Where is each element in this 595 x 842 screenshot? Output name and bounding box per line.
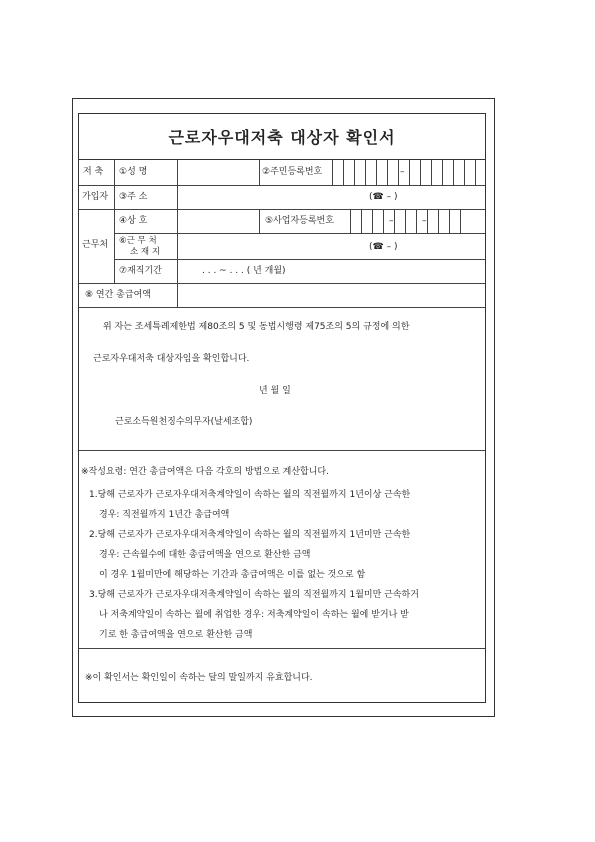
instruction-line: 3.당해 근로자가 근로자우대저축계약일이 속하는 월의 직전월까지 1월미만 근속하거: [89, 590, 419, 600]
name-label: ①성 명: [119, 167, 148, 177]
digit-box: [361, 209, 362, 233]
digit-box: [427, 209, 428, 233]
section-divider: [79, 648, 485, 649]
digit-box: [409, 160, 410, 185]
digit-box: [383, 209, 384, 233]
saver-label: 가입자: [82, 192, 109, 202]
digit-box: [442, 160, 443, 185]
total-salary-label: ⑧ 연간 총급여액: [85, 290, 151, 300]
col-divider: [259, 160, 260, 185]
company-label: ④상 호: [119, 216, 148, 226]
biz-dash: –: [389, 216, 394, 226]
instruction-line: 2.당해 근로자가 근로자우대저축계약일이 속하는 월의 직전월까지 1년미만 근속한: [89, 530, 411, 540]
statement-date: 년 월 일: [259, 386, 291, 396]
address-phone: (☎ – ): [369, 192, 398, 202]
section-divider: [79, 450, 485, 451]
row-divider: [79, 185, 485, 186]
work-addr-label: 소 재 지: [130, 247, 161, 257]
col-divider: [332, 160, 333, 185]
digit-box: [416, 209, 417, 233]
col-divider: [259, 209, 260, 233]
digit-box: [431, 160, 432, 185]
col-divider: [114, 160, 115, 283]
digit-box: [394, 209, 395, 233]
digit-box: [372, 209, 373, 233]
work-phone: (☎ – ): [369, 242, 398, 252]
digit-box: [398, 160, 399, 185]
row-divider: [114, 233, 485, 234]
instruction-line: 이 경우 1월미만에 해당하는 기간과 총급여액은 이를 없는 것으로 함: [99, 570, 366, 580]
col-divider: [350, 209, 351, 233]
work-addr-label: ⑥근 무 처: [119, 236, 157, 246]
biz-no-label: ⑤사업자등록번호: [265, 216, 334, 226]
instruction-line: 나 저축계약일이 속하는 월에 취업한 경우: 저축계약일이 속하는 월에 받거나 받: [99, 610, 409, 620]
row-divider: [114, 259, 485, 260]
validity-note: ※이 확인서는 확인일이 속하는 달의 말일까지 유효합니다.: [85, 673, 313, 683]
instruction-line: 경우: 직전월까지 1년간 총급여액: [99, 510, 230, 520]
digit-box: [354, 160, 355, 185]
instruction-line: 1.당해 근로자가 근로자우대저축계약일이 속하는 월의 직전월까지 1년이상 근속한: [89, 490, 411, 500]
saver-label: 저 축: [83, 167, 104, 177]
row-divider: [79, 209, 485, 210]
digit-box: [365, 160, 366, 185]
digit-box: [405, 209, 406, 233]
digit-box: [343, 160, 344, 185]
statement-line: 근로자우대저축 대상자임을 확인합니다.: [93, 354, 250, 364]
digit-box: [420, 160, 421, 185]
issuer-name: 근로소득원천징수의무자(날세조합): [115, 417, 253, 427]
resident-no-label: ②주민등록번호: [262, 167, 323, 177]
biz-dash: –: [422, 216, 427, 226]
digit-box: [460, 209, 461, 233]
page-title: 근로자우대저축 대상자 확인서: [79, 114, 485, 160]
digit-box: [387, 160, 388, 185]
tenure-label: ⑦재직기간: [119, 266, 162, 276]
statement-line: 위 자는 조세특례제한법 제80조의 5 및 동법시행령 제75조의 5의 규정에 의한: [103, 322, 410, 332]
row-divider: [79, 307, 485, 308]
col-divider: [177, 160, 178, 307]
digit-box: [449, 209, 450, 233]
form-frame: [78, 113, 486, 703]
digit-box: [438, 209, 439, 233]
instruction-line: 경우: 근속월수에 대한 총급여액을 연으로 환산한 금액: [99, 550, 311, 560]
instructions-header: ※작성요령: 연간 총급여액은 다음 각호의 방법으로 계산합니다.: [81, 467, 329, 477]
instruction-line: 기로 한 총급여액을 연으로 환산한 금액: [99, 630, 253, 640]
resident-dash: –: [400, 167, 405, 177]
row-divider: [79, 283, 485, 284]
digit-box: [464, 160, 465, 185]
digit-box: [376, 160, 377, 185]
digit-box: [453, 160, 454, 185]
address-label: ③주 소: [119, 192, 148, 202]
tenure-value: . . . ~ . . . ( 년 개월): [202, 266, 286, 276]
digit-box: [475, 160, 476, 185]
workplace-label: 근무처: [82, 240, 109, 250]
